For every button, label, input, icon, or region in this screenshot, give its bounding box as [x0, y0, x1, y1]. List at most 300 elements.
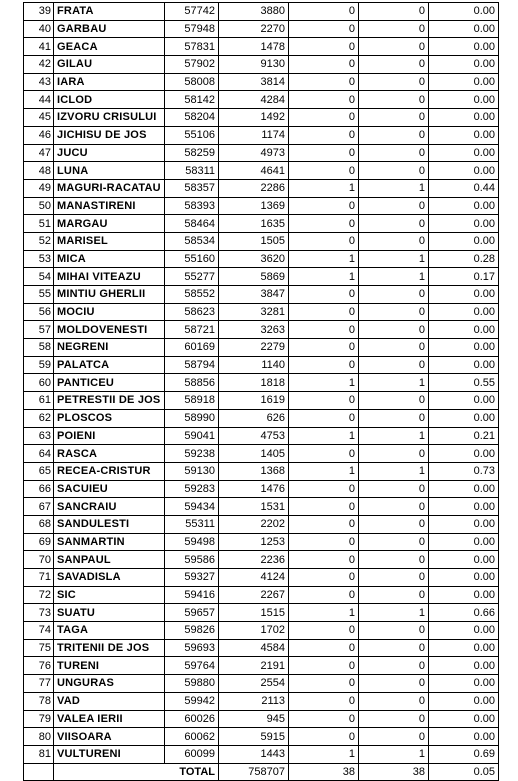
count-b: 1: [359, 604, 429, 622]
rate: 0.00: [429, 215, 499, 233]
row-number: 43: [24, 73, 54, 91]
row-number: 55: [24, 286, 54, 304]
count-b: 0: [359, 498, 429, 516]
row-number: 47: [24, 144, 54, 162]
rate: 0.00: [429, 356, 499, 374]
row-number: 74: [24, 622, 54, 640]
population: 2279: [219, 339, 289, 357]
population: 1492: [219, 109, 289, 127]
rate: 0.00: [429, 710, 499, 728]
siruta-code: 59283: [165, 480, 219, 498]
row-number: 48: [24, 162, 54, 180]
siruta-code: 58990: [165, 409, 219, 427]
locality-name: SIC: [54, 586, 165, 604]
population: 4584: [219, 639, 289, 657]
table-row: [24, 38, 499, 56]
population: 4973: [219, 144, 289, 162]
table-row: [24, 179, 499, 197]
rate: 0.00: [429, 622, 499, 640]
rate: 0.00: [429, 657, 499, 675]
table-row: [24, 409, 499, 427]
rate: 0.69: [429, 745, 499, 763]
row-number: 49: [24, 179, 54, 197]
locality-name: RASCA: [54, 445, 165, 463]
locality-name: ICLOD: [54, 91, 165, 109]
siruta-code: 60062: [165, 728, 219, 746]
rate: 0.44: [429, 179, 499, 197]
population: 1405: [219, 445, 289, 463]
siruta-code: 58623: [165, 303, 219, 321]
rate: 0.00: [429, 232, 499, 250]
siruta-code: 58918: [165, 392, 219, 410]
count-a: 0: [289, 639, 359, 657]
siruta-code: 58552: [165, 286, 219, 304]
locality-name: GILAU: [54, 56, 165, 74]
count-b: 0: [359, 409, 429, 427]
rate: 0.00: [429, 339, 499, 357]
row-number: 53: [24, 250, 54, 268]
row-number: 40: [24, 20, 54, 38]
count-a: 0: [289, 321, 359, 339]
count-b: 0: [359, 710, 429, 728]
count-a: 0: [289, 3, 359, 21]
count-b: 0: [359, 551, 429, 569]
population: 945: [219, 710, 289, 728]
population: 1818: [219, 374, 289, 392]
count-a: 0: [289, 38, 359, 56]
rate: 0.00: [429, 91, 499, 109]
count-b: 0: [359, 321, 429, 339]
row-number: 52: [24, 232, 54, 250]
table-row: [24, 197, 499, 215]
siruta-code: 57902: [165, 56, 219, 74]
count-a: 0: [289, 303, 359, 321]
count-b: 0: [359, 144, 429, 162]
locality-name: TAGA: [54, 622, 165, 640]
count-b: 0: [359, 533, 429, 551]
count-a: 0: [289, 73, 359, 91]
siruta-code: 59130: [165, 462, 219, 480]
population: 4641: [219, 162, 289, 180]
count-a: 0: [289, 533, 359, 551]
rate: 0.00: [429, 728, 499, 746]
siruta-code: 58393: [165, 197, 219, 215]
table-row: [24, 20, 499, 38]
locality-name: SANCRAIU: [54, 498, 165, 516]
locality-name: SANDULESTI: [54, 515, 165, 533]
siruta-code: 60169: [165, 339, 219, 357]
locality-name: MICA: [54, 250, 165, 268]
table-row: [24, 303, 499, 321]
rate: 0.00: [429, 480, 499, 498]
population: 1368: [219, 462, 289, 480]
rate: 0.66: [429, 604, 499, 622]
locality-name: MOLDOVENESTI: [54, 321, 165, 339]
count-b: 0: [359, 480, 429, 498]
siruta-code: 58856: [165, 374, 219, 392]
row-number: 62: [24, 409, 54, 427]
population: 3620: [219, 250, 289, 268]
siruta-code: 59942: [165, 692, 219, 710]
table-row: [24, 321, 499, 339]
siruta-code: 58311: [165, 162, 219, 180]
rate: 0.00: [429, 533, 499, 551]
row-number: 56: [24, 303, 54, 321]
population: 1531: [219, 498, 289, 516]
row-number: 68: [24, 515, 54, 533]
population: 3847: [219, 286, 289, 304]
rate: 0.00: [429, 515, 499, 533]
row-number: 78: [24, 692, 54, 710]
siruta-code: 55160: [165, 250, 219, 268]
total-col-b: 38: [359, 763, 429, 781]
locality-name: GARBAU: [54, 20, 165, 38]
row-number: 39: [24, 3, 54, 21]
table-row: [24, 445, 499, 463]
count-a: 0: [289, 286, 359, 304]
count-b: 1: [359, 745, 429, 763]
locality-name: PALATCA: [54, 356, 165, 374]
count-b: 0: [359, 569, 429, 587]
locality-name: MANASTIRENI: [54, 197, 165, 215]
rate: 0.00: [429, 38, 499, 56]
locality-name: GEACA: [54, 38, 165, 56]
population: 1619: [219, 392, 289, 410]
table-row: [24, 551, 499, 569]
locality-name: LUNA: [54, 162, 165, 180]
table-row: [24, 144, 499, 162]
table-row: [24, 268, 499, 286]
siruta-code: 58008: [165, 73, 219, 91]
count-b: 0: [359, 286, 429, 304]
siruta-code: 60099: [165, 745, 219, 763]
count-a: 0: [289, 480, 359, 498]
siruta-code: 59434: [165, 498, 219, 516]
count-a: 1: [289, 427, 359, 445]
count-b: 0: [359, 515, 429, 533]
population: 1478: [219, 38, 289, 56]
locality-name: NEGRENI: [54, 339, 165, 357]
table-row: [24, 586, 499, 604]
table-row: [24, 533, 499, 551]
count-a: 0: [289, 445, 359, 463]
count-a: 0: [289, 109, 359, 127]
locality-name: POIENI: [54, 427, 165, 445]
count-a: 1: [289, 374, 359, 392]
population: 1140: [219, 356, 289, 374]
population: 4753: [219, 427, 289, 445]
count-a: 0: [289, 215, 359, 233]
table-row: [24, 339, 499, 357]
total-row: [24, 763, 499, 781]
table-row: [24, 692, 499, 710]
locality-name: JICHISU DE JOS: [54, 126, 165, 144]
siruta-code: 58534: [165, 232, 219, 250]
locality-name: JUCU: [54, 144, 165, 162]
siruta-code: 59327: [165, 569, 219, 587]
row-number: 70: [24, 551, 54, 569]
count-b: 0: [359, 356, 429, 374]
count-b: 0: [359, 675, 429, 693]
table-row: [24, 604, 499, 622]
locality-name: MAGURI-RACATAU: [54, 179, 165, 197]
count-b: 0: [359, 126, 429, 144]
table-body: [24, 3, 499, 764]
population: 2202: [219, 515, 289, 533]
count-b: 0: [359, 639, 429, 657]
row-number: 42: [24, 56, 54, 74]
rate: 0.00: [429, 692, 499, 710]
locality-name: MARISEL: [54, 232, 165, 250]
population: 1369: [219, 197, 289, 215]
row-number: 41: [24, 38, 54, 56]
count-b: 1: [359, 268, 429, 286]
locality-name: PLOSCOS: [54, 409, 165, 427]
siruta-code: 55277: [165, 268, 219, 286]
count-a: 0: [289, 409, 359, 427]
population: 4124: [219, 569, 289, 587]
rate: 0.00: [429, 197, 499, 215]
rate: 0.00: [429, 551, 499, 569]
table-row: [24, 745, 499, 763]
rate: 0.00: [429, 162, 499, 180]
rate: 0.00: [429, 321, 499, 339]
table-row: [24, 622, 499, 640]
siruta-code: 59880: [165, 675, 219, 693]
table-row: [24, 232, 499, 250]
siruta-code: 58204: [165, 109, 219, 127]
population: 4284: [219, 91, 289, 109]
data-table: [23, 2, 499, 781]
row-number: 80: [24, 728, 54, 746]
rate: 0.73: [429, 462, 499, 480]
locality-name: VALEA IERII: [54, 710, 165, 728]
count-a: 0: [289, 91, 359, 109]
count-a: 0: [289, 675, 359, 693]
count-a: 0: [289, 144, 359, 162]
row-number: 73: [24, 604, 54, 622]
count-a: 1: [289, 604, 359, 622]
table-row: [24, 462, 499, 480]
population: 1635: [219, 215, 289, 233]
locality-name: SANPAUL: [54, 551, 165, 569]
total-rata: 0.05: [429, 763, 499, 781]
population: 1443: [219, 745, 289, 763]
row-number: 44: [24, 91, 54, 109]
locality-name: FRATA: [54, 3, 165, 21]
count-a: 0: [289, 515, 359, 533]
count-b: 1: [359, 250, 429, 268]
count-b: 0: [359, 38, 429, 56]
siruta-code: 59826: [165, 622, 219, 640]
count-a: 0: [289, 569, 359, 587]
siruta-code: 55106: [165, 126, 219, 144]
count-a: 1: [289, 462, 359, 480]
population: 2191: [219, 657, 289, 675]
locality-name: MINTIU GHERLII: [54, 286, 165, 304]
table-row: [24, 56, 499, 74]
total-col-a: 38: [289, 763, 359, 781]
rate: 0.28: [429, 250, 499, 268]
row-number: 61: [24, 392, 54, 410]
count-a: 0: [289, 551, 359, 569]
row-number: 79: [24, 710, 54, 728]
rate: 0.00: [429, 126, 499, 144]
population: 2270: [219, 20, 289, 38]
row-number: 50: [24, 197, 54, 215]
locality-name: SAVADISLA: [54, 569, 165, 587]
total-label: TOTAL: [165, 763, 219, 781]
table-row: [24, 639, 499, 657]
count-b: 0: [359, 232, 429, 250]
count-b: 0: [359, 215, 429, 233]
table-row: [24, 356, 499, 374]
table-row: [24, 657, 499, 675]
count-a: 1: [289, 745, 359, 763]
population: 2267: [219, 586, 289, 604]
table-row: [24, 569, 499, 587]
table-row: [24, 73, 499, 91]
row-number: 72: [24, 586, 54, 604]
count-b: 0: [359, 20, 429, 38]
locality-name: VAD: [54, 692, 165, 710]
population: 2286: [219, 179, 289, 197]
table-row: [24, 498, 499, 516]
count-a: 0: [289, 356, 359, 374]
table-row: [24, 3, 499, 21]
locality-name: IARA: [54, 73, 165, 91]
locality-name: SUATU: [54, 604, 165, 622]
population: 1174: [219, 126, 289, 144]
table-row: [24, 250, 499, 268]
locality-name: TURENI: [54, 657, 165, 675]
count-b: 0: [359, 162, 429, 180]
population: 1702: [219, 622, 289, 640]
siruta-code: 57831: [165, 38, 219, 56]
rate: 0.00: [429, 3, 499, 21]
siruta-code: 59693: [165, 639, 219, 657]
count-b: 0: [359, 728, 429, 746]
population: 3814: [219, 73, 289, 91]
table-row: [24, 480, 499, 498]
row-number: 66: [24, 480, 54, 498]
population: 626: [219, 409, 289, 427]
locality-name: PANTICEU: [54, 374, 165, 392]
population: 3880: [219, 3, 289, 21]
count-b: 0: [359, 3, 429, 21]
siruta-code: 58794: [165, 356, 219, 374]
rate: 0.00: [429, 586, 499, 604]
count-a: 0: [289, 692, 359, 710]
row-number: 46: [24, 126, 54, 144]
row-number: 77: [24, 675, 54, 693]
count-a: 0: [289, 20, 359, 38]
locality-name: IZVORU CRISULUI: [54, 109, 165, 127]
count-b: 0: [359, 197, 429, 215]
count-a: 0: [289, 126, 359, 144]
siruta-code: 57948: [165, 20, 219, 38]
count-b: 0: [359, 392, 429, 410]
row-number: 76: [24, 657, 54, 675]
count-a: 0: [289, 162, 359, 180]
locality-name: MOCIU: [54, 303, 165, 321]
siruta-code: 58464: [165, 215, 219, 233]
rate: 0.00: [429, 639, 499, 657]
row-number: 59: [24, 356, 54, 374]
count-b: 1: [359, 427, 429, 445]
population: 2554: [219, 675, 289, 693]
rate: 0.00: [429, 286, 499, 304]
population: 1253: [219, 533, 289, 551]
row-number: 71: [24, 569, 54, 587]
rate: 0.17: [429, 268, 499, 286]
count-b: 0: [359, 56, 429, 74]
count-a: 0: [289, 197, 359, 215]
row-number: 65: [24, 462, 54, 480]
locality-name: MIHAI VITEAZU: [54, 268, 165, 286]
count-b: 1: [359, 462, 429, 480]
count-b: 1: [359, 374, 429, 392]
count-b: 0: [359, 303, 429, 321]
count-a: 0: [289, 339, 359, 357]
table-row: [24, 374, 499, 392]
population: 5869: [219, 268, 289, 286]
rate: 0.00: [429, 675, 499, 693]
rate: 0.00: [429, 20, 499, 38]
rate: 0.00: [429, 73, 499, 91]
rate: 0.00: [429, 445, 499, 463]
rate: 0.00: [429, 498, 499, 516]
count-a: 1: [289, 268, 359, 286]
table-row: [24, 162, 499, 180]
count-a: 0: [289, 56, 359, 74]
rate: 0.55: [429, 374, 499, 392]
rate: 0.21: [429, 427, 499, 445]
population: 9130: [219, 56, 289, 74]
row-number: 69: [24, 533, 54, 551]
locality-name: MARGAU: [54, 215, 165, 233]
rate: 0.00: [429, 409, 499, 427]
count-b: 0: [359, 109, 429, 127]
count-b: 0: [359, 73, 429, 91]
row-number: 54: [24, 268, 54, 286]
count-a: 0: [289, 586, 359, 604]
population: 3263: [219, 321, 289, 339]
count-b: 0: [359, 445, 429, 463]
row-number: 51: [24, 215, 54, 233]
locality-name: RECEA-CRISTUR: [54, 462, 165, 480]
siruta-code: 59586: [165, 551, 219, 569]
siruta-code: 59041: [165, 427, 219, 445]
rate: 0.00: [429, 392, 499, 410]
count-a: 0: [289, 232, 359, 250]
count-b: 0: [359, 622, 429, 640]
siruta-code: 59416: [165, 586, 219, 604]
count-b: 1: [359, 179, 429, 197]
table-row: [24, 392, 499, 410]
population: 2236: [219, 551, 289, 569]
count-a: 0: [289, 622, 359, 640]
count-b: 0: [359, 586, 429, 604]
count-b: 0: [359, 91, 429, 109]
population: 5915: [219, 728, 289, 746]
row-number: 58: [24, 339, 54, 357]
rate: 0.00: [429, 56, 499, 74]
count-b: 0: [359, 692, 429, 710]
locality-name: VIISOARA: [54, 728, 165, 746]
row-number: 57: [24, 321, 54, 339]
rate: 0.00: [429, 569, 499, 587]
